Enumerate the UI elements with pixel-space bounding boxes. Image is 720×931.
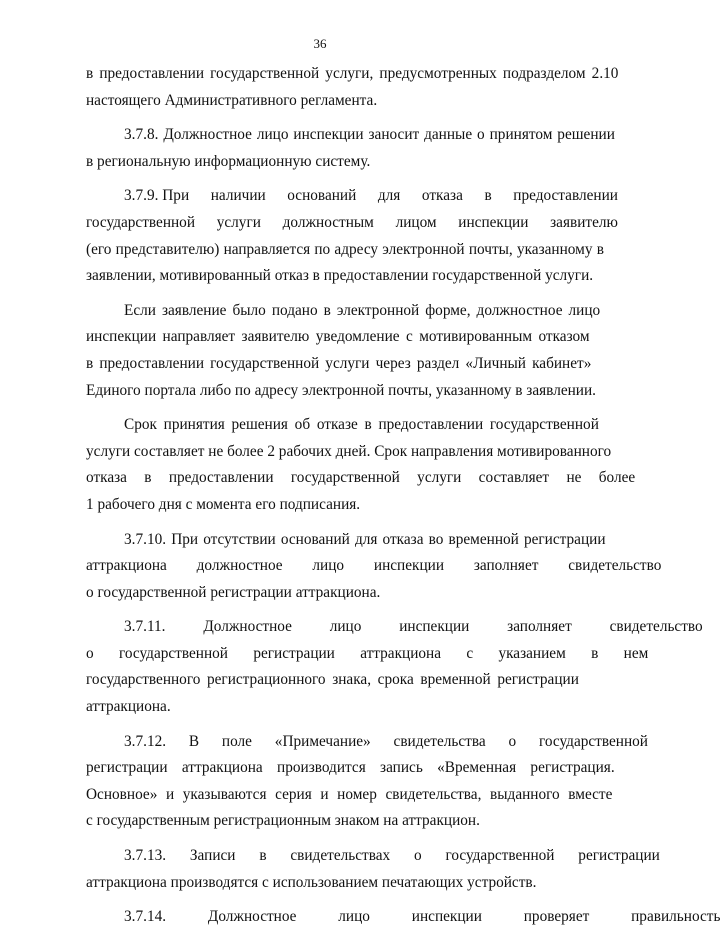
paragraph-3-7-12: [86, 729, 648, 835]
text-line: Основное» и указываются серия и номер свидетельства, выданного вместе: [86, 785, 613, 803]
word: отказа: [421, 187, 463, 205]
text-line: Если заявление было подано в электронной форме, должностное лицо: [124, 301, 601, 319]
word: в: [484, 187, 492, 205]
word: оснований: [287, 187, 357, 205]
text-line: 3.7.13. Записи в свидетельствах о государственной регистрации: [124, 847, 660, 865]
text-line: в региональную информационную систему.: [86, 152, 371, 170]
text-line: государственного регистрационного знака, срока временной регистрации: [86, 671, 579, 689]
document-body: [86, 61, 720, 931]
text-line: [86, 210, 618, 237]
word: заявителю: [550, 213, 618, 231]
text-line: 1 рабочего дня с момента его подписания.: [86, 495, 361, 513]
text-line: заявлении, мотивированный отказ в предоставлении государственной услуги.: [86, 267, 594, 285]
text-line: 3.7.10. При отсутствии оснований для отказа во временной регистрации: [124, 530, 606, 548]
word: для: [377, 187, 401, 205]
word: наличии: [210, 187, 266, 205]
page-number: 36: [313, 36, 327, 51]
text-line: услуги составляет не более 2 рабочих дней. Срок направления мотивированного: [86, 442, 612, 460]
word: услуги: [216, 213, 261, 231]
text-line: о государственной регистрации аттракциона с указанием в нем: [86, 644, 649, 662]
text-line: настоящего Административного регламента.: [86, 91, 378, 109]
text-line: [86, 183, 618, 210]
word: должностным: [282, 213, 374, 231]
text-line: с государственным регистрационным знаком на аттракцион.: [86, 812, 480, 830]
text-line: аттракциона.: [86, 698, 171, 716]
word: 3.7.9. При: [124, 187, 190, 205]
text-line: 3.7.8. Должностное лицо инспекции заносит данные о принятом решении: [124, 126, 615, 144]
text-line: 3.7.14. Должностное лицо инспекции проверяет правильность: [124, 908, 720, 926]
text-line: аттракциона производятся с использованием печатающих устройств.: [86, 873, 537, 891]
text-line: инспекции направляет заявителю уведомление с мотивированным отказом: [86, 328, 590, 346]
text-line: (его представителю) направляется по адресу электронной почты, указанному в: [86, 240, 604, 258]
text-line: 3.7.11. Должностное лицо инспекции заполняет свидетельство: [124, 618, 703, 636]
word: инспекции: [458, 213, 529, 231]
text-line: Единого портала либо по адресу электронной почты, указанному в заявлении.: [86, 381, 597, 399]
paragraph-3-7-9: [86, 183, 618, 289]
word: государственной: [86, 213, 196, 231]
paragraph-decision-term: [86, 412, 636, 518]
text-line: 3.7.12. В поле «Примечание» свидетельства о государственной: [124, 732, 648, 750]
paragraph-3-7-10: [86, 527, 662, 607]
paragraph-3-7-11: [86, 614, 703, 720]
text-line: в предоставлении государственной услуги через раздел «Личный кабинет»: [86, 354, 592, 372]
text-line: регистрации аттракциона производится запись «Временная регистрация.: [86, 759, 615, 777]
paragraph-electronic-form: [86, 298, 618, 404]
paragraph-3-7-13: [86, 843, 660, 896]
word: лицом: [395, 213, 437, 231]
paragraph-continuation: [86, 61, 618, 114]
text-line: в предоставлении государственной услуги, предусмотренных подразделом 2.10: [86, 65, 619, 82]
text-line: аттракциона должностное лицо инспекции заполняет свидетельство: [86, 557, 662, 575]
text-line: Срок принятия решения об отказе в предоставлении государственной: [124, 416, 599, 434]
paragraph-3-7-14: [86, 904, 720, 931]
text-line: о государственной регистрации аттракциона.: [86, 583, 381, 601]
paragraph-3-7-8: [86, 122, 618, 175]
text-line: отказа в предоставлении государственной услуги составляет не более: [86, 469, 636, 487]
word: предоставлении: [513, 187, 618, 205]
